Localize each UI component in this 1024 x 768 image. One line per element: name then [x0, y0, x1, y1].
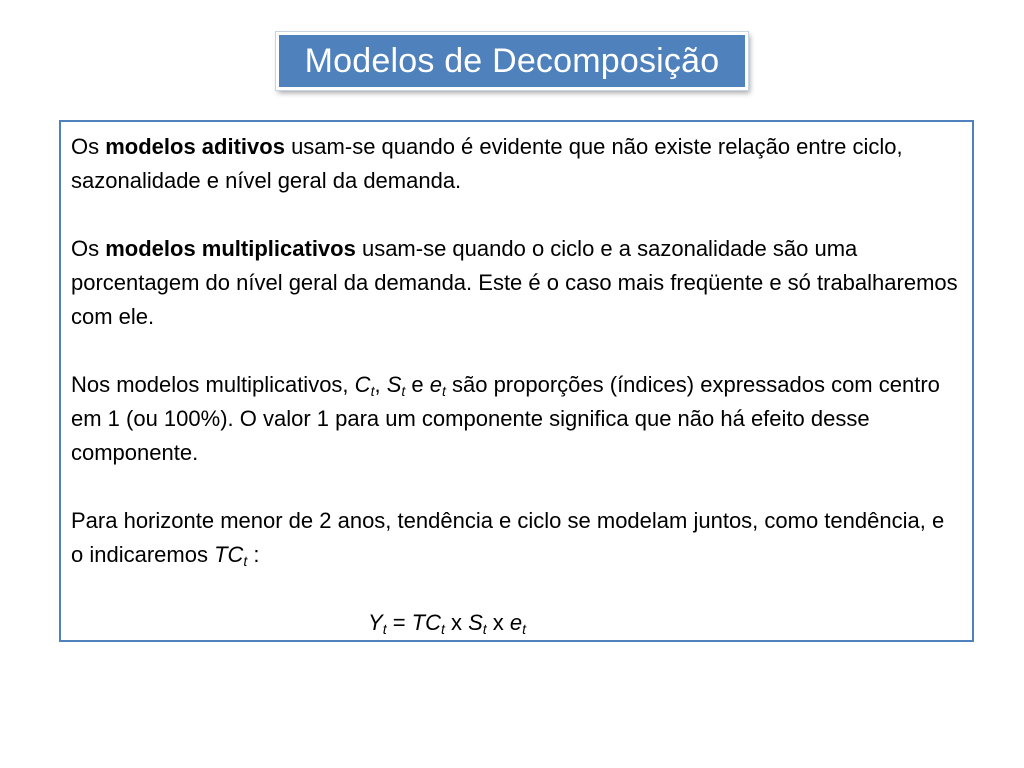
p2-prefix: Os	[71, 236, 106, 261]
formula-equals: =	[386, 610, 412, 635]
p4-text: Para horizonte menor de 2 anos, tendência e ciclo se modelam juntos, como tendência, e o indicaremos	[71, 508, 945, 567]
formula-tc: TC	[411, 610, 441, 635]
p1-bold-term: modelos aditivos	[105, 134, 285, 159]
p3-prefix: Nos modelos multiplicativos,	[71, 372, 355, 397]
p2-bold-term: modelos multiplicativos	[105, 236, 356, 261]
paragraph-horizon	[71, 504, 962, 572]
p1-prefix: Os	[71, 134, 106, 159]
formula-y-sub: t	[382, 621, 387, 637]
p3-s-symbol: S	[386, 372, 402, 397]
p4-tc-symbol: TC	[214, 542, 244, 567]
p4-tc-subscript: t	[243, 553, 248, 569]
p3-c-symbol: C	[354, 372, 371, 397]
p3-s-subscript: t	[401, 383, 406, 399]
paragraph-proportions	[71, 368, 962, 470]
p3-rest: são proporções (índices) expressados com centro em 1 (ou 100%). O valor 1 para um componente significa que não há efeito desse componente.	[71, 372, 940, 465]
formula	[71, 606, 962, 640]
formula-y: Y	[368, 610, 383, 635]
p2-rest: usam-se quando o ciclo e a sazonalidade são uma porcentagem do nível geral da demanda. Este é o caso mais freqüente e só trabalharemos com ele.	[71, 236, 958, 329]
paragraph-additive-models	[71, 130, 962, 198]
formula-s-sub: t	[482, 621, 487, 637]
title-box	[276, 32, 748, 90]
p1-rest: usam-se quando é evidente que não existe relação entre ciclo, sazonalidade e nível geral da demanda.	[71, 134, 903, 193]
formula-s: S	[468, 610, 483, 635]
p3-c-subscript: t	[370, 383, 375, 399]
paragraph-multiplicative-models	[71, 232, 962, 334]
formula-tc-sub: t	[440, 621, 445, 637]
p4-end: :	[247, 542, 260, 567]
p3-e-subscript: t	[441, 383, 446, 399]
formula-e-sub: t	[522, 621, 527, 637]
formula-times-1: x	[444, 610, 469, 635]
p3-e-symbol: e	[429, 372, 442, 397]
p3-sep1: ,	[374, 372, 387, 397]
formula-e: e	[509, 610, 523, 635]
slide-title: Modelos de Decomposição	[304, 41, 720, 80]
p3-sep2: e	[405, 372, 430, 397]
formula-times-2: x	[486, 610, 510, 635]
content-box	[59, 120, 974, 642]
